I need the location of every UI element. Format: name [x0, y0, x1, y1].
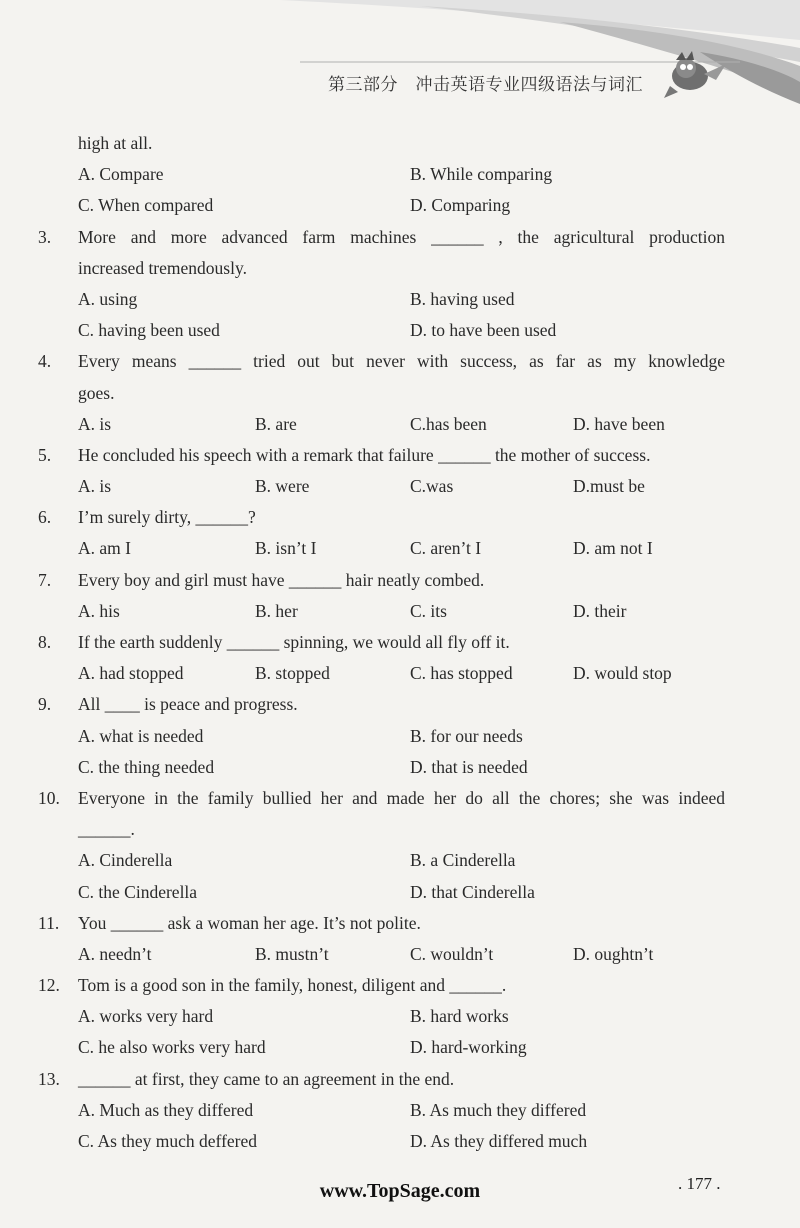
options-row — [38, 315, 738, 346]
question-line — [38, 1064, 738, 1095]
question-stem: ______ at first, they came to an agreement in the end. — [78, 1068, 455, 1089]
option-a: A. am I — [78, 538, 131, 559]
option-c: C. the Cinderella — [78, 881, 198, 902]
question-number: 11. — [38, 912, 60, 933]
question-number: 3. — [38, 226, 52, 247]
options-row — [38, 658, 738, 689]
option-d: D. to have been used — [410, 320, 557, 341]
option-b: B. mustn’t — [255, 943, 329, 964]
option-a: A. had stopped — [78, 663, 184, 684]
question-line — [38, 253, 738, 284]
question-line — [38, 502, 738, 533]
question-stem: More and more advanced farm machines ______ , the agricultural production — [78, 226, 725, 247]
question-stem: ______. — [78, 819, 135, 840]
question-number: 13. — [38, 1068, 60, 1089]
page-header-title: 第三部分 冲击英语专业四级语法与词汇 — [328, 75, 643, 95]
question-line — [38, 346, 738, 377]
question-line — [38, 689, 738, 720]
question-list — [38, 128, 738, 1157]
question-number: 4. — [38, 351, 52, 372]
options-row — [38, 752, 738, 783]
question-line — [38, 627, 738, 658]
options-row — [38, 877, 738, 908]
options-row — [38, 533, 738, 564]
option-b: B. having used — [410, 288, 515, 309]
option-d: D. that is needed — [410, 756, 528, 777]
question-stem: goes. — [78, 382, 115, 403]
option-b: B. isn’t I — [255, 538, 317, 559]
option-c: C. wouldn’t — [410, 943, 494, 964]
option-b: B. stopped — [255, 663, 330, 684]
options-row — [38, 471, 738, 502]
options-row — [38, 284, 738, 315]
question-line — [38, 565, 738, 596]
question-number: 6. — [38, 507, 52, 528]
option-a: A. using — [78, 288, 138, 309]
question-line — [38, 908, 738, 939]
options-row — [38, 1095, 738, 1126]
options-row — [38, 409, 738, 440]
option-a: A. his — [78, 600, 120, 621]
options-row — [38, 939, 738, 970]
option-a: A. is — [78, 476, 112, 497]
options-row — [38, 596, 738, 627]
question-stem: Every means ______ tried out but never with success, as far as my knowledge — [78, 351, 725, 372]
option-d: D. that Cinderella — [410, 881, 535, 902]
option-a: A. Compare — [78, 164, 164, 185]
option-d: D. have been — [573, 413, 665, 434]
question-stem: increased tremendously. — [78, 257, 247, 278]
options-row — [38, 1032, 738, 1063]
option-c: C. As they much deffered — [78, 1131, 258, 1151]
option-d: D. am not I — [573, 538, 653, 559]
footer-url: www.TopSage.com — [319, 1180, 481, 1202]
question-line — [38, 440, 738, 471]
option-b: B. were — [255, 476, 310, 497]
options-row — [38, 1001, 738, 1032]
question-stem: All ____ is peace and progress. — [78, 694, 298, 715]
option-b: B. for our needs — [410, 725, 523, 746]
question-line — [38, 378, 738, 409]
question-number: 7. — [38, 569, 52, 590]
option-a: A. Much as they differed — [78, 1099, 254, 1120]
option-c: C. he also works very hard — [78, 1037, 266, 1058]
question-line — [38, 783, 738, 814]
page-number: . 177 . — [678, 1174, 721, 1193]
question-number: 10. — [38, 787, 60, 808]
option-b: B. her — [255, 600, 298, 621]
question-stem: You ______ ask a woman her age. It’s not polite. — [78, 912, 421, 933]
question-line — [38, 814, 738, 845]
options-row — [38, 845, 738, 876]
option-d: D. Comparing — [410, 195, 511, 216]
options-row — [38, 159, 738, 190]
question-number: 9. — [38, 694, 52, 715]
options-row — [38, 1126, 738, 1157]
question-line — [38, 970, 738, 1001]
option-c: C.was — [410, 476, 454, 497]
option-c: C. its — [410, 600, 447, 621]
question-stem: If the earth suddenly ______ spinning, we would all fly off it. — [78, 632, 510, 652]
option-b: B. hard works — [410, 1006, 509, 1027]
options-row — [38, 721, 738, 752]
option-b: B. As much they differed — [410, 1099, 587, 1120]
option-d: D. As they differed much — [410, 1131, 588, 1151]
question-stem: Tom is a good son in the family, honest, diligent and ______. — [78, 975, 507, 996]
question-line — [38, 128, 738, 159]
option-c: C. When compared — [78, 195, 214, 216]
question-stem: Everyone in the family bullied her and made her do all the chores; she was indeed — [78, 787, 725, 808]
option-d: D. oughtn’t — [573, 943, 654, 964]
option-d: D. hard-working — [410, 1037, 527, 1058]
question-stem-continuation: high at all. — [78, 133, 153, 153]
option-c: C. the thing needed — [78, 756, 215, 777]
option-d: D.must be — [573, 476, 645, 497]
options-row — [38, 190, 738, 221]
option-c: C. having been used — [78, 320, 220, 341]
option-d: D. would stop — [573, 663, 672, 684]
question-line — [38, 222, 738, 253]
question-number: 8. — [38, 632, 52, 652]
option-a: A. Cinderella — [78, 850, 173, 871]
option-a: A. works very hard — [78, 1006, 214, 1027]
option-b: B. While comparing — [410, 164, 553, 185]
question-number: 12. — [38, 975, 60, 996]
option-c: C. aren’t I — [410, 538, 482, 559]
question-stem: He concluded his speech with a remark that failure ______ the mother of success. — [78, 444, 651, 465]
question-stem: Every boy and girl must have ______ hair neatly combed. — [78, 569, 485, 590]
option-a: A. is — [78, 413, 112, 434]
option-a: A. needn’t — [78, 943, 152, 964]
question-number: 5. — [38, 444, 52, 465]
option-c: C. has stopped — [410, 663, 513, 684]
option-d: D. their — [573, 600, 627, 621]
question-stem: I’m surely dirty, ______? — [78, 507, 256, 528]
option-b: B. a Cinderella — [410, 850, 516, 871]
option-c: C.has been — [410, 413, 487, 434]
option-a: A. what is needed — [78, 725, 204, 746]
option-b: B. are — [255, 413, 297, 434]
mascot-icon — [660, 48, 730, 103]
